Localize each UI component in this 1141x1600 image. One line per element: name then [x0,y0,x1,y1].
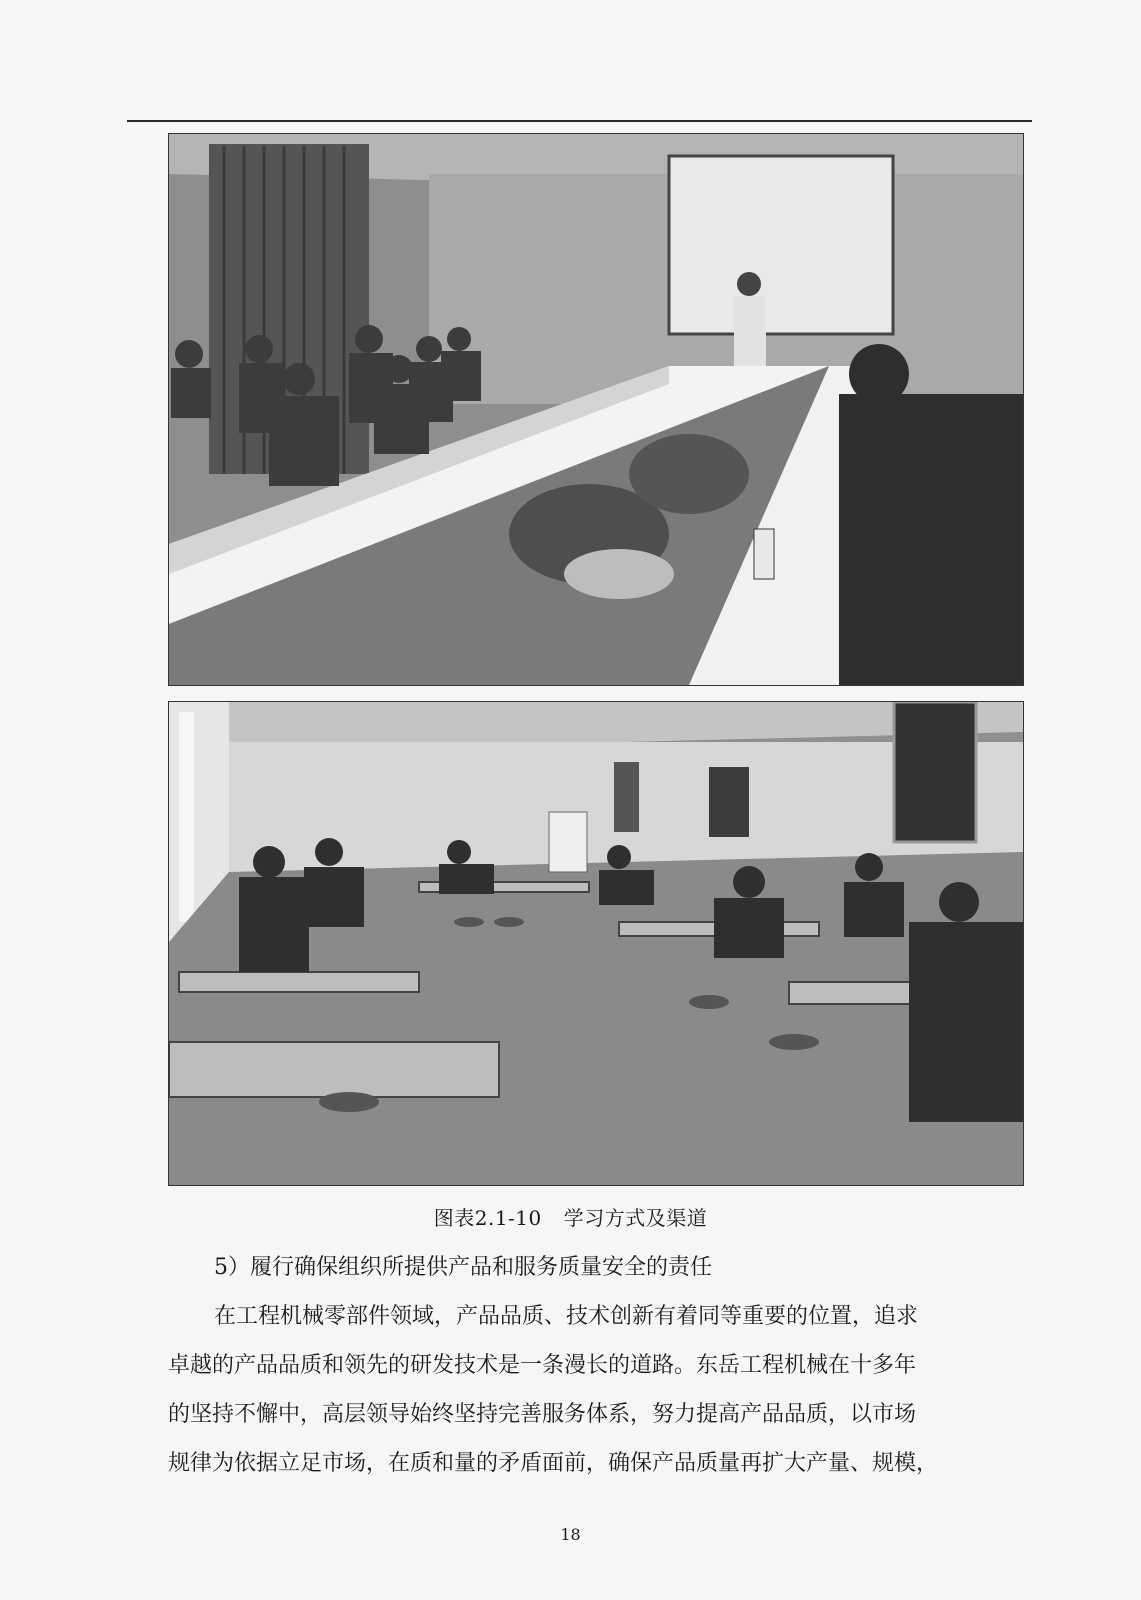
paragraph-line: 的坚持不懈中，高层领导始终坚持完善服务体系，努力提高产品品质，以市场 [168,1402,917,1427]
meeting-room-photo [168,133,1024,686]
body-paragraph [168,1292,988,1488]
page-number: 18 [560,1525,581,1544]
figure-caption [0,1202,1141,1231]
caption-title: 学习方式及渠道 [563,1206,708,1230]
section-subheading: 5）履行确保组织所提供产品和服务质量安全的责任 [214,1255,712,1280]
paragraph-line: 规律为依据立足市场，在质和量的矛盾面前，确保产品质量再扩大产量、规模， [168,1451,939,1476]
paragraph-line: 卓越的产品品质和领先的研发技术是一条漫长的道路。东岳工程机械在十多年 [168,1353,917,1378]
paragraph-line: 在工程机械零部件领域，产品品质、技术创新有着同等重要的位置，追求 [214,1304,919,1329]
exam-hall-photo [168,701,1024,1186]
header-rule [127,120,1032,122]
caption-number: 图表2.1-10 [433,1206,542,1230]
